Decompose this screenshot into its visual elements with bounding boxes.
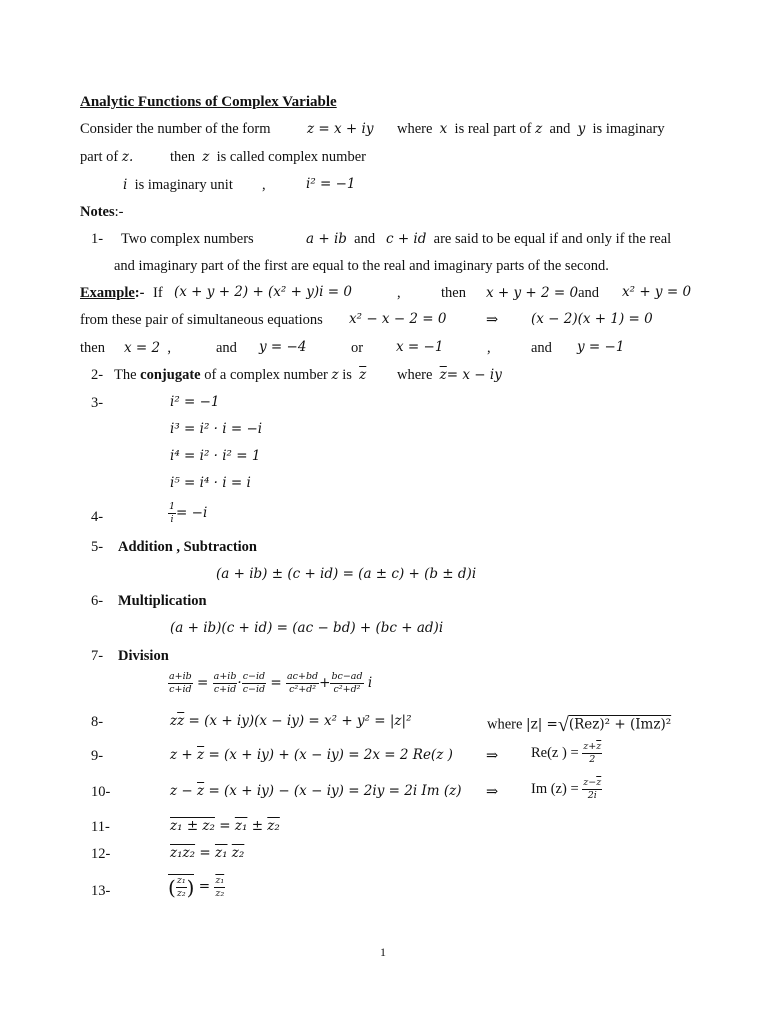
re-lhs: Re(z ) = <box>531 745 579 762</box>
z-var: z <box>535 121 543 137</box>
z-var: z <box>170 713 178 729</box>
real-part-expansion: = (x + iy) + (x − iy) = 2x = 2 Re(z ) <box>208 747 453 763</box>
numerator: bc−ad <box>331 671 363 682</box>
item-4-number: 4- <box>91 509 104 525</box>
note-1-number: 1- <box>91 231 104 247</box>
numerator <box>582 778 602 790</box>
item-9-number: 9- <box>91 748 104 764</box>
z-var: z. <box>121 149 134 165</box>
multiplication-formula: (a + ib)(c + id) = (ac − bd) + (bc + ad)i <box>170 620 444 636</box>
example-label <box>80 286 144 301</box>
z-bar: $\overline{z}$ <box>596 777 602 788</box>
intro-where <box>397 122 665 137</box>
denominator: z₂ <box>176 887 186 899</box>
note-1-text-a: Two complex numbers <box>121 231 254 247</box>
im-lhs: Im (z) = <box>531 781 579 798</box>
then-text: then <box>170 149 195 165</box>
i-power-3: i³ = i² · i = −i <box>170 421 263 437</box>
eq2: x + y + 2 = 0 <box>486 285 579 301</box>
real-part-text: is real part of <box>454 121 532 137</box>
numerator: 1 <box>169 501 176 512</box>
denominator: c−id <box>242 683 266 695</box>
intro-line-2b <box>170 150 366 165</box>
plus-minus: ± <box>251 818 263 834</box>
denominator: 2 <box>589 753 596 765</box>
item-2-number: 2- <box>91 367 104 383</box>
item-5-number: 5- <box>91 539 104 555</box>
example-word: Example <box>80 285 135 301</box>
y-equals-minus-1: y = −1 <box>577 339 625 355</box>
right-paren: ) <box>186 875 195 900</box>
where-text: where <box>397 367 433 383</box>
z1-bar: z₁ <box>214 845 228 861</box>
item-13-number: 13- <box>91 883 111 899</box>
and-text: and <box>578 285 600 301</box>
fraction-5 <box>330 672 363 695</box>
note-1-line-2: and imaginary part of the first are equal to the real and imaginary parts of the second. <box>114 258 609 274</box>
page-number: 1 <box>380 945 386 959</box>
denominator: c²+d² <box>333 683 361 695</box>
solution-1 <box>124 341 171 356</box>
z-var: z <box>202 149 210 165</box>
equals: = <box>199 845 211 861</box>
dot: · <box>237 674 242 691</box>
imaginary-text: is imaginary <box>592 121 665 137</box>
fraction-4 <box>286 672 319 695</box>
notes-suffix: :- <box>114 204 124 220</box>
intro-text: Consider the number of the form <box>80 121 271 137</box>
denominator: c+id <box>213 683 237 695</box>
numerator: a+ib <box>169 671 192 682</box>
modulus-expansion: = (x + iy)(x − iy) = x² + y² = |z|² <box>188 713 412 729</box>
imag-part-result <box>531 778 602 801</box>
expr-b: c + id <box>385 231 427 247</box>
conjugate-product-rule <box>170 847 244 861</box>
note-1-exprs <box>306 232 671 247</box>
comma: , <box>167 340 171 356</box>
numerator: c−id <box>242 671 266 682</box>
called-text: is called complex number <box>216 149 366 165</box>
denominator: 2i <box>587 789 597 801</box>
z1-bar: z₁ <box>234 818 248 834</box>
example-equation: (x + y + 2) + (x² + y)i = 0 <box>174 284 352 300</box>
numerator <box>582 742 602 754</box>
modulus-definition <box>487 715 671 735</box>
example-from-text: from these pair of simultaneous equations <box>80 312 323 328</box>
real-part-result <box>531 742 602 765</box>
real-part-formula <box>170 749 453 763</box>
equals: = <box>219 818 231 834</box>
x-var: x <box>439 121 448 137</box>
item-2-text <box>114 368 366 383</box>
numerator: z₁ <box>176 875 186 886</box>
z-bar: $\overline{z}$ <box>596 741 602 752</box>
implies-arrow: ⇒ <box>486 312 499 328</box>
example-then-2: then <box>80 340 105 356</box>
quadratic-equation: x² − x − 2 = 0 <box>349 311 447 327</box>
division-formula <box>168 672 372 695</box>
or-text: or <box>351 340 364 356</box>
fraction-3 <box>242 672 266 695</box>
z2-bar: z₂ <box>231 845 245 861</box>
imag-part-expansion: = (x + iy) − (x − iy) = 2iy = 2i Im (z) <box>208 783 462 799</box>
and-text: and <box>531 340 552 356</box>
fraction <box>582 778 602 801</box>
numerator: a+ib <box>213 671 237 682</box>
implies-arrow: ⇒ <box>486 748 499 764</box>
z-bar: $\overline{z}$ <box>197 783 205 799</box>
z-minus: z − <box>170 783 193 799</box>
intro-line-3 <box>123 178 233 193</box>
notes-heading <box>80 205 124 220</box>
denominator: z₂ <box>215 887 225 899</box>
intro-formula: z = x + iy <box>307 121 374 137</box>
example-suffix: :- <box>134 285 145 301</box>
denominator: c²+d² <box>289 683 317 695</box>
left-paren: ( <box>168 875 176 900</box>
comma: , <box>487 340 491 356</box>
y-equals-minus-4: y = −4 <box>259 339 307 355</box>
i-squared-formula: i² = −1 <box>306 176 356 192</box>
reciprocal-i <box>168 502 207 525</box>
is-text: is <box>342 367 352 383</box>
fraction-2 <box>213 672 238 695</box>
reciprocal-result: = −i <box>176 504 208 521</box>
denominator: i <box>170 513 174 525</box>
equals: = <box>198 878 211 895</box>
and-text: and <box>354 231 376 247</box>
numerator: z₁ <box>215 875 225 886</box>
equals: = <box>197 674 209 691</box>
part-of-text: part of <box>80 149 119 165</box>
z-bar: $\overline{z}$ <box>359 367 367 383</box>
z-bar: $\overline{z}$ <box>177 713 185 729</box>
i-power-5: i⁵ = i⁴ · i = i <box>170 475 251 491</box>
outer-fraction <box>214 876 225 899</box>
i-var: i <box>123 177 128 193</box>
sqrt-icon: √ <box>557 714 569 736</box>
item-7-number: 7- <box>91 648 104 664</box>
conjugate-of-product: z₁z₂ <box>170 845 196 861</box>
item-8-number: 8- <box>91 714 104 730</box>
y-var: y <box>577 121 586 137</box>
i-var: i <box>367 674 373 691</box>
z-bar: $\overline{z}$ <box>439 367 447 383</box>
addition-heading: Addition , Subtraction <box>118 539 257 555</box>
implies-arrow: ⇒ <box>486 784 499 800</box>
page-title: Analytic Functions of Complex Variable <box>80 94 337 110</box>
conjugate-bar-group <box>168 874 194 899</box>
conjugate-formula: = x − iy <box>446 367 502 383</box>
z-var: z <box>331 367 339 383</box>
intro-line-1 <box>80 122 270 137</box>
notes-label: Notes <box>80 204 115 220</box>
item-10-number: 10- <box>91 784 111 800</box>
fraction <box>168 502 176 525</box>
where-text: where <box>397 121 433 137</box>
item-11-number: 11- <box>91 819 110 835</box>
factored-equation: (x − 2)(x + 1) = 0 <box>531 311 653 327</box>
the-text: The <box>114 367 137 383</box>
of-complex-text: of a complex number <box>204 367 328 383</box>
example-equation-2 <box>486 286 599 301</box>
modulus-formula <box>170 715 412 729</box>
conjugate-of-sum: z₁ ± z₂ <box>170 818 215 834</box>
inner-fraction <box>176 876 187 899</box>
i-power-4: i⁴ = i² · i² = 1 <box>170 448 261 464</box>
item-3-number: 3- <box>91 395 104 411</box>
intro-line-2 <box>80 150 133 165</box>
example-equation-3: x² + y = 0 <box>622 284 692 300</box>
comma: , <box>397 285 401 301</box>
radicand: (Rez)² + (Imz)² <box>568 716 672 733</box>
z-bar: $\overline{z}$ <box>197 747 205 763</box>
denominator: c+id <box>169 683 192 695</box>
equals: = <box>270 674 282 691</box>
numerator: ac+bd <box>287 671 319 682</box>
conjugate-bold: conjugate <box>140 367 201 383</box>
conjugate-quotient-rule <box>168 874 225 899</box>
x-equals-minus-1: x = −1 <box>396 339 444 355</box>
note-1-text-b: are said to be equal if and only if the real <box>433 231 672 247</box>
z-plus: z+ <box>583 741 597 752</box>
item-2-where <box>397 368 502 383</box>
x-equals-2: x = 2 <box>124 340 161 356</box>
addition-formula: (a + ib) ± (c + id) = (a ± c) + (b ± d)i <box>216 566 477 582</box>
imag-part-formula <box>170 785 462 799</box>
fraction-1 <box>168 672 193 695</box>
example-if: If <box>153 285 163 301</box>
fraction <box>582 742 602 765</box>
division-heading: Division <box>118 648 169 664</box>
item-6-number: 6- <box>91 593 104 609</box>
example-then: then <box>441 285 466 301</box>
and-text: and <box>549 121 571 137</box>
item-12-number: 12- <box>91 846 111 862</box>
z-minus: z− <box>583 777 597 788</box>
comma: , <box>262 177 266 193</box>
where-text: where <box>487 716 523 733</box>
modulus-lhs: |z| = <box>526 716 558 733</box>
and-text: and <box>216 340 237 356</box>
conjugate-sum-rule <box>170 820 280 834</box>
multiplication-heading: Multiplication <box>118 593 207 609</box>
z2-bar: z₂ <box>267 818 280 834</box>
imag-unit-text: is imaginary unit <box>134 177 233 193</box>
plus: + <box>319 674 331 691</box>
i-power-2: i² = −1 <box>170 394 220 410</box>
expr-a: a + ib <box>306 231 347 247</box>
z-plus: z + <box>170 747 193 763</box>
